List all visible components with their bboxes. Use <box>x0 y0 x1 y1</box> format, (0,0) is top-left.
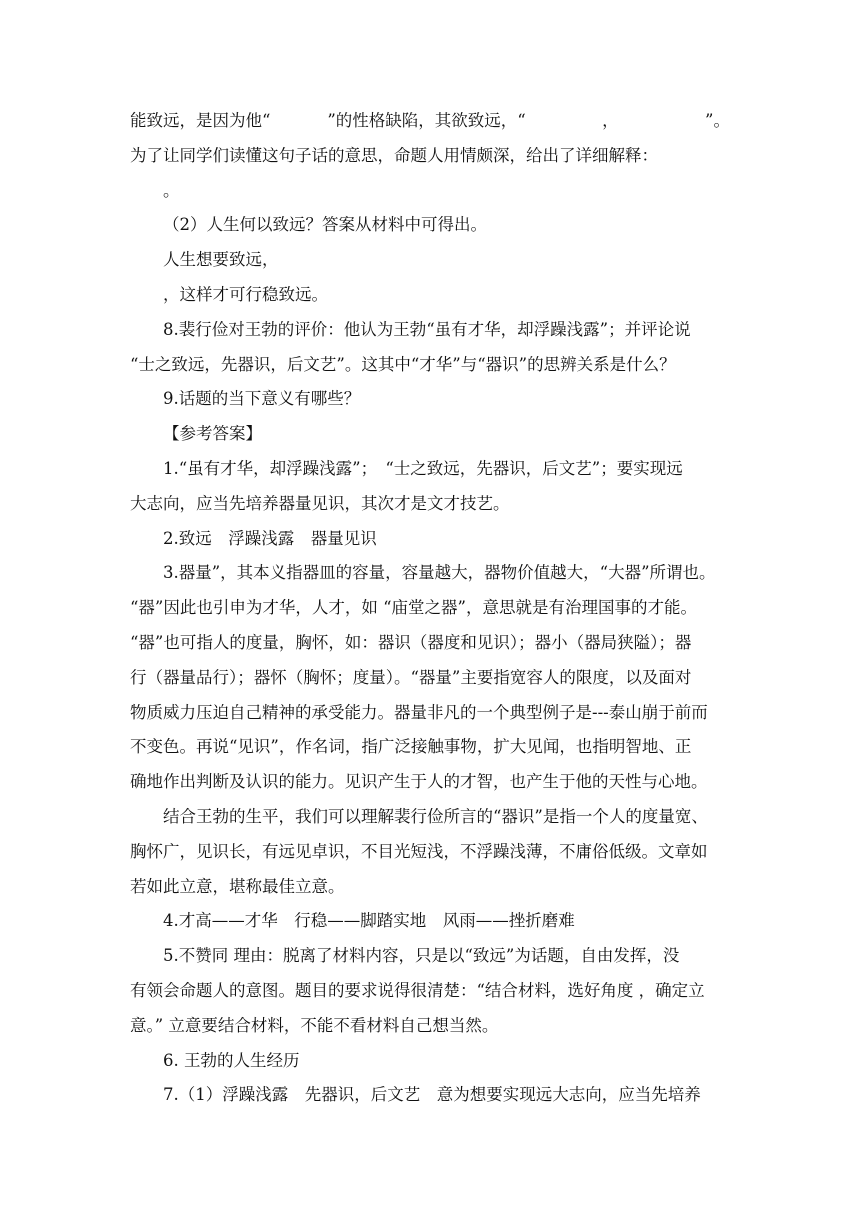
line-1-part-2: ”的性格缺陷，其欲致远，“ <box>327 111 526 130</box>
text-line-8: “士之致远，先器识，后文艺”。这其中“才华”与“器识”的思辨关系是什么？ <box>130 354 676 374</box>
text-line-26: 有领会命题人的意图。题目的要求说得很清楚：“结合材料，选好角度 ，确定立 <box>130 980 705 1000</box>
line-1-part-3: ， <box>602 111 619 130</box>
text-line-23: 若如此立意，堪称最佳立意。 <box>130 876 345 896</box>
text-line-13: 2.致远 浮躁浅露 器量见识 <box>163 528 377 548</box>
text-line-5: 人生想要致远， <box>163 250 279 270</box>
text-line-29: 7.（1）浮躁浅露 先器识，后文艺 意为想要实现远大志向，应当先培养 <box>163 1085 701 1105</box>
text-line-25: 5.不赞同 理由：脱离了材料内容，只是以“致远”为话题，自由发挥，没 <box>163 946 680 966</box>
text-line-9: 9.话题的当下意义有哪些？ <box>163 389 361 409</box>
text-line-3: 。 <box>163 180 180 200</box>
text-line-18: 物质威力压迫自己精神的承受能力。器量非凡的一个典型例子是---泰山崩于前而 <box>130 702 708 722</box>
document-page <box>130 104 730 1113</box>
text-line-15: “器”因此也引申为才华，人才，如 “庙堂之器”，意思就是有治理国事的才能。 <box>130 598 697 618</box>
text-line-2: 为了让同学们读懂这句子话的意思，命题人用情颇深，给出了详细解释： <box>130 145 658 165</box>
text-line-22: 胸怀广，见识长，有远见卓识，不目光短浅，不浮躁浅薄，不庸俗低级。文章如 <box>130 841 708 861</box>
text-line-24: 4.才高——才华 行稳——脚踏实地 风雨——挫折磨难 <box>163 911 575 931</box>
text-line-7: 8.裴行俭对王勃的评价：他认为王勃“虽有才华，却浮躁浅露”；并评论说 <box>163 319 691 339</box>
text-line-19: 不变色。再说“见识”，作名词，指广泛接触事物，扩大见闻，也指明智地、正 <box>130 737 692 757</box>
text-line-20: 确地作出判断及认识的能力。见识产生于人的才智，也产生于他的天性与心地。 <box>130 772 708 792</box>
text-line-28: 6. 王勃的人生经历 <box>163 1050 300 1070</box>
text-line-1 <box>130 104 730 139</box>
line-1-part-4: ”。 <box>705 111 730 130</box>
text-line-27: 意。” 立意要结合材料，不能不看材料自己想当然。 <box>130 1015 499 1035</box>
text-line-21: 结合王勃的生平，我们可以理解裴行俭所言的“器识”是指一个人的度量宽、 <box>163 806 708 826</box>
text-line-11: 1.“虽有才华，却浮躁浅露”； “士之致远，先器识，后文艺”；要实现远 <box>163 458 683 478</box>
text-line-6: ，这样才可行稳致远。 <box>163 284 328 304</box>
line-1-part-1: 能致远，是因为他“ <box>130 111 271 130</box>
text-line-4: （2）人生何以致远？答案从材料中可得出。 <box>163 215 487 235</box>
text-line-12: 大志向，应当先培养器量见识，其次才是文才技艺。 <box>130 493 510 513</box>
text-line-16: “器”也可指人的度量，胸怀，如：器识（器度和见识）；器小（器局狭隘）；器 <box>130 632 692 652</box>
text-line-14: 3.器量”，其本义指器皿的容量，容量越大，器物价值越大，“大器”所谓也。 <box>163 563 716 583</box>
text-line-10: 【参考答案】 <box>163 424 262 444</box>
text-line-17: 行（器量品行）；器怀（胸怀；度量）。“器量”主要指宽容人的限度，以及面对 <box>130 667 692 687</box>
